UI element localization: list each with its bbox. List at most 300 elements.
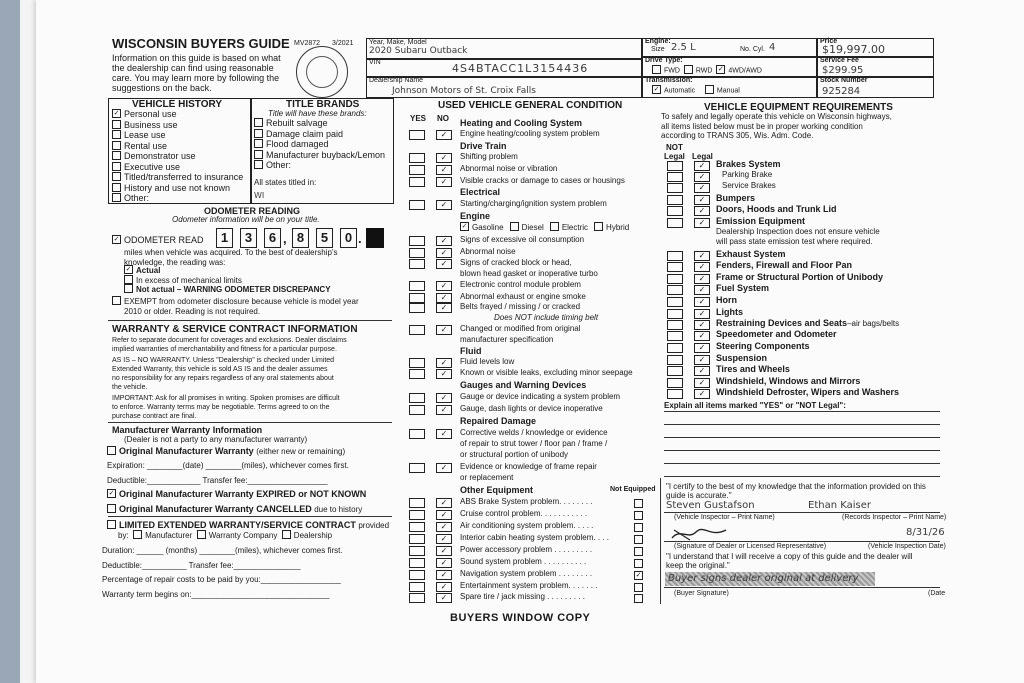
title-brands-list: Rebuilt salvage Damage claim paid Flood damaged Manufacturer buyback/Lemon Other: xyxy=(254,118,385,171)
equipment-item-label: Frame or Structural Portion of Unibody xyxy=(716,272,884,282)
trans-label: Transmission: xyxy=(645,77,693,84)
states-label: All states titled in: xyxy=(254,178,317,187)
condition-section-heading: Gauges and Warning Devices xyxy=(460,380,587,390)
ymm-label: Year, Make, Model xyxy=(369,39,427,46)
title-brands-sub: Title will have these brands: xyxy=(268,109,367,118)
yes-checkbox[interactable] xyxy=(409,522,425,532)
not-legal-checkbox[interactable] xyxy=(667,161,683,171)
odometer-options: ✓ Actual In excess of mechanical limits Not actual – WARNING ODOMETER DISCREPANCY xyxy=(125,266,331,294)
by-manufacturer-checkbox[interactable] xyxy=(133,530,142,539)
not-equipped-checkbox[interactable] xyxy=(634,535,643,544)
fee-label: Service Fee xyxy=(820,57,859,64)
condition-section-heading: Other Equipment xyxy=(460,485,534,495)
excess-checkbox[interactable] xyxy=(124,275,133,284)
inspection-date: 8/31/26 xyxy=(906,527,945,538)
not-legal-header: NOT xyxy=(666,143,683,152)
cyl-label: No. Cyl. xyxy=(740,46,765,53)
not-legal-checkbox[interactable] xyxy=(667,262,683,272)
not-legal-checkbox[interactable] xyxy=(667,206,683,216)
explain-line xyxy=(664,424,940,425)
price-label: Price xyxy=(820,38,838,45)
orig-warranty-checkbox[interactable] xyxy=(107,446,116,455)
history-checkbox[interactable] xyxy=(112,130,121,139)
yes-checkbox[interactable] xyxy=(409,325,425,335)
legal-checkbox[interactable]: ✓ xyxy=(694,309,710,319)
yes-checkbox[interactable] xyxy=(409,393,425,403)
ymm-value: 2020 Subaru Outback xyxy=(369,46,468,56)
condition-title: USED VEHICLE GENERAL CONDITION xyxy=(438,100,623,111)
vehicle-history-list: ✓ Personal use Business use Lease use Rental use Demonstrator use Executive use Titled/transferred to insurance History and use not known Other: xyxy=(113,109,244,203)
brand-checkbox[interactable] xyxy=(254,139,263,148)
no-checkbox[interactable]: ✓ xyxy=(436,303,452,313)
legal-checkbox[interactable]: ✓ xyxy=(694,355,710,365)
odometer-comma: , xyxy=(283,231,287,246)
legal-checkbox[interactable]: ✓ xyxy=(694,195,710,205)
divider xyxy=(108,320,392,321)
divider xyxy=(108,516,392,517)
footer-title: BUYERS WINDOW COPY xyxy=(450,612,591,624)
condition-item-label: Engine heating/cooling system problem xyxy=(460,129,600,138)
equipment-item-label: Speedometer and Odometer xyxy=(716,329,837,339)
no-checkbox[interactable]: ✓ xyxy=(436,393,452,403)
line xyxy=(664,587,940,588)
yes-checkbox[interactable] xyxy=(409,248,425,258)
equipment-item-label: Restraining Devices and Seats–air bags/belts xyxy=(716,318,900,328)
legal-checkbox[interactable]: ✓ xyxy=(694,262,710,272)
condition-item-label: Signs of excessive oil consumption xyxy=(460,235,585,244)
form-title: WISCONSIN BUYERS GUIDE xyxy=(112,36,290,51)
yes-checkbox[interactable] xyxy=(409,153,425,163)
no-checkbox[interactable]: ✓ xyxy=(436,153,452,163)
fuel-label: Electric xyxy=(561,223,589,232)
no-checkbox[interactable]: ✓ xyxy=(436,463,452,473)
condition-section-heading: Drive Train xyxy=(460,141,507,151)
limited-checkbox[interactable] xyxy=(107,520,116,529)
fee-value: $299.95 xyxy=(822,65,864,76)
odometer-digit[interactable]: 1 xyxy=(216,228,233,248)
inspector-label: (Vehicle Inspector – Print Name) xyxy=(674,514,775,521)
engine-size: 2.5 L xyxy=(671,42,696,53)
condition-item-label: Shifting problem xyxy=(460,152,518,161)
date-label: (Vehicle Inspection Date) xyxy=(868,543,946,550)
odometer-dot: . xyxy=(358,231,362,246)
expired-warranty: ✓ Original Manufacturer Warranty EXPIRED or NOT KNOWN xyxy=(108,489,367,499)
condition-item-label: Evidence or knowledge of frame repair xyxy=(460,462,597,471)
condition-item-label: Does NOT include timing belt xyxy=(494,313,599,322)
equipment-item-label: Lights xyxy=(716,307,743,317)
odometer-digit[interactable]: 0 xyxy=(340,228,357,248)
history-checkbox[interactable] xyxy=(112,120,121,129)
no-checkbox[interactable]: ✓ xyxy=(436,534,452,544)
condition-item-label: Starting/charging/ignition system problem xyxy=(460,199,607,208)
vin-value: 4S4BTACC1L3154436 xyxy=(452,62,589,75)
condition-item-label: Abnormal exhaust or engine smoke xyxy=(460,292,586,301)
dealer-value: Johnson Motors of St. Croix Falls xyxy=(392,86,536,96)
not-legal-checkbox[interactable] xyxy=(667,285,683,295)
stock-label: Stock Number xyxy=(820,77,868,84)
yes-header: YES xyxy=(410,114,427,123)
condition-item-label: Corrective welds / knowledge or evidence xyxy=(460,428,608,437)
not-legal-checkbox[interactable] xyxy=(667,251,683,261)
size-label: Size xyxy=(651,46,665,53)
equipment-item-label: Service Brakes xyxy=(722,181,776,190)
condition-item-label: or structural portion of unibody xyxy=(460,450,569,459)
yes-checkbox[interactable] xyxy=(409,200,425,210)
warranty-p3: IMPORTANT: Ask for all promises in writing. Spoken promises are difficult to enforce. Warranty terms may be negotiable. Terms agreed to on the purchase contract are final. xyxy=(112,395,340,420)
equipment-item-label: Fenders, Firewall and Floor Pan xyxy=(716,260,853,270)
state-seal-icon xyxy=(296,46,348,98)
legal-checkbox[interactable]: ✓ xyxy=(694,218,710,228)
dealer-signature-icon xyxy=(670,526,730,542)
legal-checkbox[interactable]: ✓ xyxy=(694,320,710,330)
no-checkbox[interactable]: ✓ xyxy=(436,510,452,520)
not-legal-checkbox[interactable] xyxy=(667,355,683,365)
info-text: Information on this guide is based on what the dealership can find using reasonable care. You may learn more by following the suggestions on the back. xyxy=(112,53,281,93)
fuel-gasoline-checkbox[interactable]: ✓ xyxy=(461,223,468,231)
deductible-line: Deductible:____________ Transfer fee:__________________ xyxy=(107,476,328,485)
legal-checkbox[interactable]: ✓ xyxy=(694,378,710,388)
sig-label: (Signature of Dealer or Licensed Representative) xyxy=(674,543,827,550)
no-checkbox[interactable]: ✓ xyxy=(436,165,452,175)
not-legal-checkbox[interactable] xyxy=(667,218,683,228)
deductible2-line: Deductible:__________ Transfer fee:_______________ xyxy=(102,561,301,570)
stock-value: 925284 xyxy=(822,86,861,97)
equipment-item-label: Exhaust System xyxy=(716,249,786,259)
legal-checkbox[interactable]: ✓ xyxy=(694,343,710,353)
explain-line xyxy=(664,411,940,412)
condition-section-heading: Heating and Cooling System xyxy=(460,118,583,128)
no-checkbox[interactable]: ✓ xyxy=(436,498,452,508)
odometer-sub: Odometer information will be on your title. xyxy=(172,215,320,224)
legal-checkbox[interactable]: ✓ xyxy=(694,389,710,399)
legal-checkbox[interactable]: ✓ xyxy=(694,161,710,171)
odometer-digit[interactable]: 6 xyxy=(264,228,281,248)
fuel-hybrid-checkbox[interactable] xyxy=(594,222,603,231)
pct-line: Percentage of repair costs to be paid by you:__________________ xyxy=(102,575,341,584)
line xyxy=(664,512,940,513)
yes-checkbox[interactable] xyxy=(409,358,425,368)
history-checkbox[interactable] xyxy=(112,141,121,150)
equipment-item-label: Parking Brake xyxy=(722,170,773,179)
vehicle-history-title: VEHICLE HISTORY xyxy=(132,99,223,110)
condition-item-label: Known or visible leaks, excluding minor seepage xyxy=(460,368,633,377)
condition-item-label: Signs of cracked block or head, xyxy=(460,258,572,267)
divider xyxy=(660,478,661,604)
equipment-item-label: Brakes System xyxy=(716,159,781,169)
warranty-p2: AS IS – NO WARRANTY. Unless "Dealership" is checked under Limited Extended Warranty, this vehicle is sold AS IS and the dealer assumes no responsibility for any repairs regardless of any oral statements about the vehicle. xyxy=(112,357,335,391)
yes-checkbox[interactable] xyxy=(409,165,425,175)
yes-checkbox[interactable] xyxy=(409,236,425,246)
not-equipped-header: Not Equipped xyxy=(610,486,656,493)
certify-text: "I certify to the best of my knowledge that the information provided on this guide is accurate." xyxy=(666,482,926,500)
fuel-electric-checkbox[interactable] xyxy=(550,222,559,231)
condition-item-label: manufacturer specification xyxy=(460,335,554,344)
duration-line: Duration: ______ (months) ________(miles), whichever comes first. xyxy=(102,546,343,555)
fuel-label: Hybrid xyxy=(606,223,630,232)
not-equipped-checkbox[interactable]: ✓ xyxy=(635,572,642,579)
states-value: WI xyxy=(254,191,265,200)
yes-checkbox[interactable] xyxy=(409,405,425,415)
no-checkbox[interactable]: ✓ xyxy=(436,358,452,368)
condition-item-label: ABS Brake System problem. . . . . . . . xyxy=(460,497,593,506)
odometer-title: ODOMETER READING xyxy=(204,206,301,216)
history-checkbox[interactable] xyxy=(112,193,121,202)
no-checkbox[interactable]: ✓ xyxy=(436,558,452,568)
warranty-p1: Refer to separate document for coverages and exclusions. Dealer disclaims implied warranties of merchantability and fitness for a particular purpose. xyxy=(112,337,347,353)
recorder-name: Ethan Kaiser xyxy=(808,500,871,511)
equipment-item-label: Dealership Inspection does not ensure vehicle xyxy=(716,227,880,236)
odometer-digit[interactable]: 8 xyxy=(292,228,309,248)
yes-checkbox[interactable] xyxy=(409,463,425,473)
condition-item-label: Spare tire / jack missing . . . . . . . . . xyxy=(460,592,585,601)
cancelled-warranty: Original Manufacturer Warranty CANCELLED due to history xyxy=(107,504,362,514)
drive-options: FWD RWD ✓ 4WD/AWD xyxy=(652,66,762,75)
not-legal-checkbox[interactable] xyxy=(667,366,683,376)
equipment-item-label: Steering Components xyxy=(716,341,810,351)
legal-checkbox[interactable]: ✓ xyxy=(694,183,710,193)
drive-label: Drive Type: xyxy=(645,57,683,64)
yes-checkbox[interactable] xyxy=(409,293,425,303)
not-legal-checkbox[interactable] xyxy=(667,389,683,399)
no-checkbox[interactable]: ✓ xyxy=(436,200,452,210)
not-actual-checkbox[interactable] xyxy=(124,284,133,293)
condition-item-label: Changed or modified from original xyxy=(460,324,581,333)
no-checkbox[interactable]: ✓ xyxy=(436,177,452,187)
legal-checkbox[interactable]: ✓ xyxy=(694,206,710,216)
cancelled-checkbox[interactable] xyxy=(107,504,116,513)
odometer-tenths-box xyxy=(366,228,384,248)
legal-checkbox[interactable]: ✓ xyxy=(694,274,710,284)
not-equipped-checkbox[interactable] xyxy=(634,499,643,508)
not-legal-header-2: Legal xyxy=(664,152,685,161)
yes-checkbox[interactable] xyxy=(409,498,425,508)
not-equipped-checkbox[interactable] xyxy=(634,523,643,532)
not-legal-checkbox[interactable] xyxy=(667,378,683,388)
date2-label: (Date xyxy=(928,590,946,597)
price-value: $19,997.00 xyxy=(822,43,885,56)
rwd-checkbox[interactable] xyxy=(684,65,693,74)
dealer-label: Dealership Name xyxy=(369,77,424,84)
automatic-checkbox[interactable]: ✓ xyxy=(653,86,660,93)
fwd-checkbox[interactable] xyxy=(652,65,661,74)
not-legal-checkbox[interactable] xyxy=(667,183,683,193)
trans-options: ✓ Automatic Manual xyxy=(653,86,740,95)
fuel-type-options xyxy=(460,223,635,232)
condition-item-label: Power accessory problem . . . . . . . . . xyxy=(460,545,593,554)
vin-label: VIN xyxy=(369,59,381,66)
history-checkbox[interactable] xyxy=(112,151,121,160)
condition-section-heading: Repaired Damage xyxy=(460,416,537,426)
legal-header: Legal xyxy=(692,152,713,161)
awd-checkbox[interactable]: ✓ xyxy=(717,66,724,73)
equipment-item-label: Bumpers xyxy=(716,193,756,203)
expired-checkbox[interactable]: ✓ xyxy=(108,490,115,498)
no-checkbox[interactable]: ✓ xyxy=(436,429,452,439)
understand-text: "I understand that I will receive a copy of this guide and the dealer will keep the original." xyxy=(666,552,913,570)
brand-checkbox[interactable] xyxy=(254,129,263,138)
not-equipped-checkbox[interactable] xyxy=(634,547,643,556)
fuel-diesel-checkbox[interactable] xyxy=(510,222,519,231)
explain-line xyxy=(664,476,940,477)
condition-item-label: Entertainment system problem. . . . . . . xyxy=(460,581,598,590)
equipment-item-label: Suspension xyxy=(716,353,768,363)
yes-checkbox[interactable] xyxy=(409,177,425,187)
equipment-title: VEHICLE EQUIPMENT REQUIREMENTS xyxy=(704,102,893,113)
brand-checkbox[interactable] xyxy=(254,160,263,169)
explain-line xyxy=(664,463,940,464)
buyer-label: (Buyer Signature) xyxy=(674,590,729,597)
yes-checkbox[interactable] xyxy=(409,429,425,439)
limited-warranty: LIMITED EXTENDED WARRANTY/SERVICE CONTRACT provided xyxy=(107,520,389,530)
yes-checkbox[interactable] xyxy=(409,582,425,592)
equipment-item-label: Windshield, Windows and Mirrors xyxy=(716,376,861,386)
not-legal-checkbox[interactable] xyxy=(667,172,683,182)
no-checkbox[interactable]: ✓ xyxy=(436,281,452,291)
equipment-item-label: Emission Equipment xyxy=(716,216,806,226)
legal-checkbox[interactable]: ✓ xyxy=(694,366,710,376)
history-checkbox[interactable]: ✓ xyxy=(113,110,120,118)
equipment-item-label: Windshield Defroster, Wipers and Washers xyxy=(716,387,900,397)
explain-label: Explain all items marked "YES" or "NOT Legal": xyxy=(664,401,846,410)
equipment-item-label: Tires and Wheels xyxy=(716,364,790,374)
warranty-title: WARRANTY & SERVICE CONTRACT INFORMATION xyxy=(112,324,358,335)
not-legal-checkbox[interactable] xyxy=(667,297,683,307)
actual-checkbox[interactable]: ✓ xyxy=(125,266,132,274)
divider xyxy=(108,422,392,423)
condition-section-heading: Electrical xyxy=(460,187,501,197)
condition-item-label: Fluid levels low xyxy=(460,357,515,366)
yes-checkbox[interactable] xyxy=(409,303,425,313)
odometer-read-label: ✓ ODOMETER READ xyxy=(113,235,204,245)
no-checkbox[interactable]: ✓ xyxy=(436,522,452,532)
condition-item-label: blown head gasket or inoperative turbo xyxy=(460,269,598,278)
form-number: MV2872 xyxy=(294,40,321,47)
engine-label: Engine: xyxy=(645,38,671,45)
equipment-item-label: Fuel System xyxy=(716,283,770,293)
recorder-label: (Records Inspector – Print Name) xyxy=(842,514,947,521)
no-checkbox[interactable]: ✓ xyxy=(436,593,452,603)
condition-section-heading: Fluid xyxy=(460,346,482,356)
odometer-digit[interactable]: 3 xyxy=(240,228,257,248)
exempt-text: EXEMPT from odometer disclosure because vehicle is model year 2010 or older. Reading is not required. xyxy=(112,297,359,317)
history-checkbox[interactable] xyxy=(112,183,121,192)
legal-checkbox[interactable]: ✓ xyxy=(694,285,710,295)
yes-checkbox[interactable] xyxy=(409,534,425,544)
no-checkbox[interactable]: ✓ xyxy=(436,570,452,580)
legal-checkbox[interactable]: ✓ xyxy=(694,297,710,307)
not-legal-checkbox[interactable] xyxy=(667,274,683,284)
no-checkbox[interactable]: ✓ xyxy=(436,130,452,140)
condition-section-heading: Engine xyxy=(460,211,491,221)
condition-item-label: Interior cabin heating system problem. . . . xyxy=(460,533,609,542)
explain-line xyxy=(664,450,940,451)
not-equipped-checkbox[interactable] xyxy=(634,559,643,568)
mfr-title: Manufacturer Warranty Information xyxy=(112,425,263,435)
yes-checkbox[interactable] xyxy=(409,281,425,291)
condition-item-label: or replacement xyxy=(460,473,514,482)
equipment-item-label: will pass state emission test where required. xyxy=(716,237,873,246)
equipment-item-label: Doors, Hoods and Trunk Lid xyxy=(716,204,837,214)
condition-item-label: Abnormal noise xyxy=(460,247,516,256)
by-dealer-checkbox[interactable] xyxy=(282,530,291,539)
orig-warranty: Original Manufacturer Warranty (either new or remaining) xyxy=(107,446,345,456)
not-legal-checkbox[interactable] xyxy=(667,320,683,330)
yes-checkbox[interactable] xyxy=(409,546,425,556)
term-line: Warranty term begins on:_______________________________ xyxy=(102,590,330,599)
yes-checkbox[interactable] xyxy=(409,593,425,603)
by-company-checkbox[interactable] xyxy=(197,530,206,539)
form-date: 3/2021 xyxy=(332,40,354,47)
no-checkbox[interactable]: ✓ xyxy=(436,248,452,258)
no-checkbox[interactable]: ✓ xyxy=(436,546,452,556)
fuel-label: Gasoline xyxy=(472,223,504,232)
condition-item-label: Visible cracks or damage to cases or housings xyxy=(460,176,625,185)
expiration-line: Expiration: ________(date) ________(miles), whichever comes first. xyxy=(107,461,349,470)
title-brands-title: TITLE BRANDS xyxy=(286,99,360,110)
condition-item-label: Abnormal noise or vibration xyxy=(460,164,558,173)
odometer-text: miles when vehicle was acquired. To the best of dealership's knowledge, the reading was: xyxy=(124,248,338,267)
brand-checkbox[interactable] xyxy=(254,118,263,127)
yes-checkbox[interactable] xyxy=(409,369,425,379)
condition-item-label: Sound system problem . . . . . . . . . . xyxy=(460,557,587,566)
yes-checkbox[interactable] xyxy=(409,510,425,520)
yes-checkbox[interactable] xyxy=(409,259,425,269)
history-checkbox[interactable] xyxy=(112,172,121,181)
condition-item-label: Gauge or device indicating a system problem xyxy=(460,392,621,401)
no-checkbox[interactable]: ✓ xyxy=(436,236,452,246)
not-legal-checkbox[interactable] xyxy=(667,343,683,353)
condition-item-label: Navigation system problem . . . . . . . . xyxy=(460,569,593,578)
no-checkbox[interactable]: ✓ xyxy=(436,582,452,592)
no-checkbox[interactable]: ✓ xyxy=(436,293,452,303)
condition-item-label: of repair to strut tower / floor pan / frame / xyxy=(460,439,608,448)
no-checkbox[interactable]: ✓ xyxy=(436,325,452,335)
not-equipped-checkbox[interactable] xyxy=(634,594,643,603)
brand-checkbox[interactable] xyxy=(254,150,263,159)
manual-checkbox[interactable] xyxy=(705,85,714,94)
buyer-note: Buyer signs dealer original at delivery xyxy=(668,573,859,584)
legal-checkbox[interactable]: ✓ xyxy=(694,172,710,182)
not-legal-checkbox[interactable] xyxy=(667,331,683,341)
fuel-label: Diesel xyxy=(521,223,544,232)
legal-checkbox[interactable]: ✓ xyxy=(694,251,710,261)
history-checkbox[interactable] xyxy=(112,162,121,171)
no-checkbox[interactable]: ✓ xyxy=(436,405,452,415)
limited-by: by: Manufacturer Warranty Company Dealership xyxy=(118,531,333,540)
exempt-checkbox[interactable] xyxy=(112,296,121,305)
condition-item-label: Air conditioning system problem. . . . . xyxy=(460,521,594,530)
mfr-sub: (Dealer is not a party to any manufacturer warranty) xyxy=(124,435,308,444)
equipment-item-label: Horn xyxy=(716,295,737,305)
yes-checkbox[interactable] xyxy=(409,558,425,568)
condition-item-label: Gauge, dash lights or device inoperative xyxy=(460,404,603,413)
legal-checkbox[interactable]: ✓ xyxy=(694,331,710,341)
equipment-intro: To safely and legally operate this vehicle on Wisconsin highways, all items listed below must be in proper working condition according to TRANS 305, Wis. Adm. Code. xyxy=(661,112,892,140)
not-equipped-checkbox[interactable] xyxy=(634,511,643,520)
explain-line xyxy=(664,437,940,438)
not-equipped-checkbox[interactable] xyxy=(634,583,643,592)
yes-checkbox[interactable] xyxy=(409,570,425,580)
yes-checkbox[interactable] xyxy=(409,130,425,140)
no-checkbox[interactable]: ✓ xyxy=(436,259,452,269)
no-checkbox[interactable]: ✓ xyxy=(436,369,452,379)
cyl-value: 4 xyxy=(769,42,776,53)
odometer-digit[interactable]: 5 xyxy=(316,228,333,248)
not-legal-checkbox[interactable] xyxy=(667,195,683,205)
not-legal-checkbox[interactable] xyxy=(667,309,683,319)
condition-item-label: Belts frayed / missing / or cracked xyxy=(460,302,581,311)
condition-item-label: Electronic control module problem xyxy=(460,280,581,289)
